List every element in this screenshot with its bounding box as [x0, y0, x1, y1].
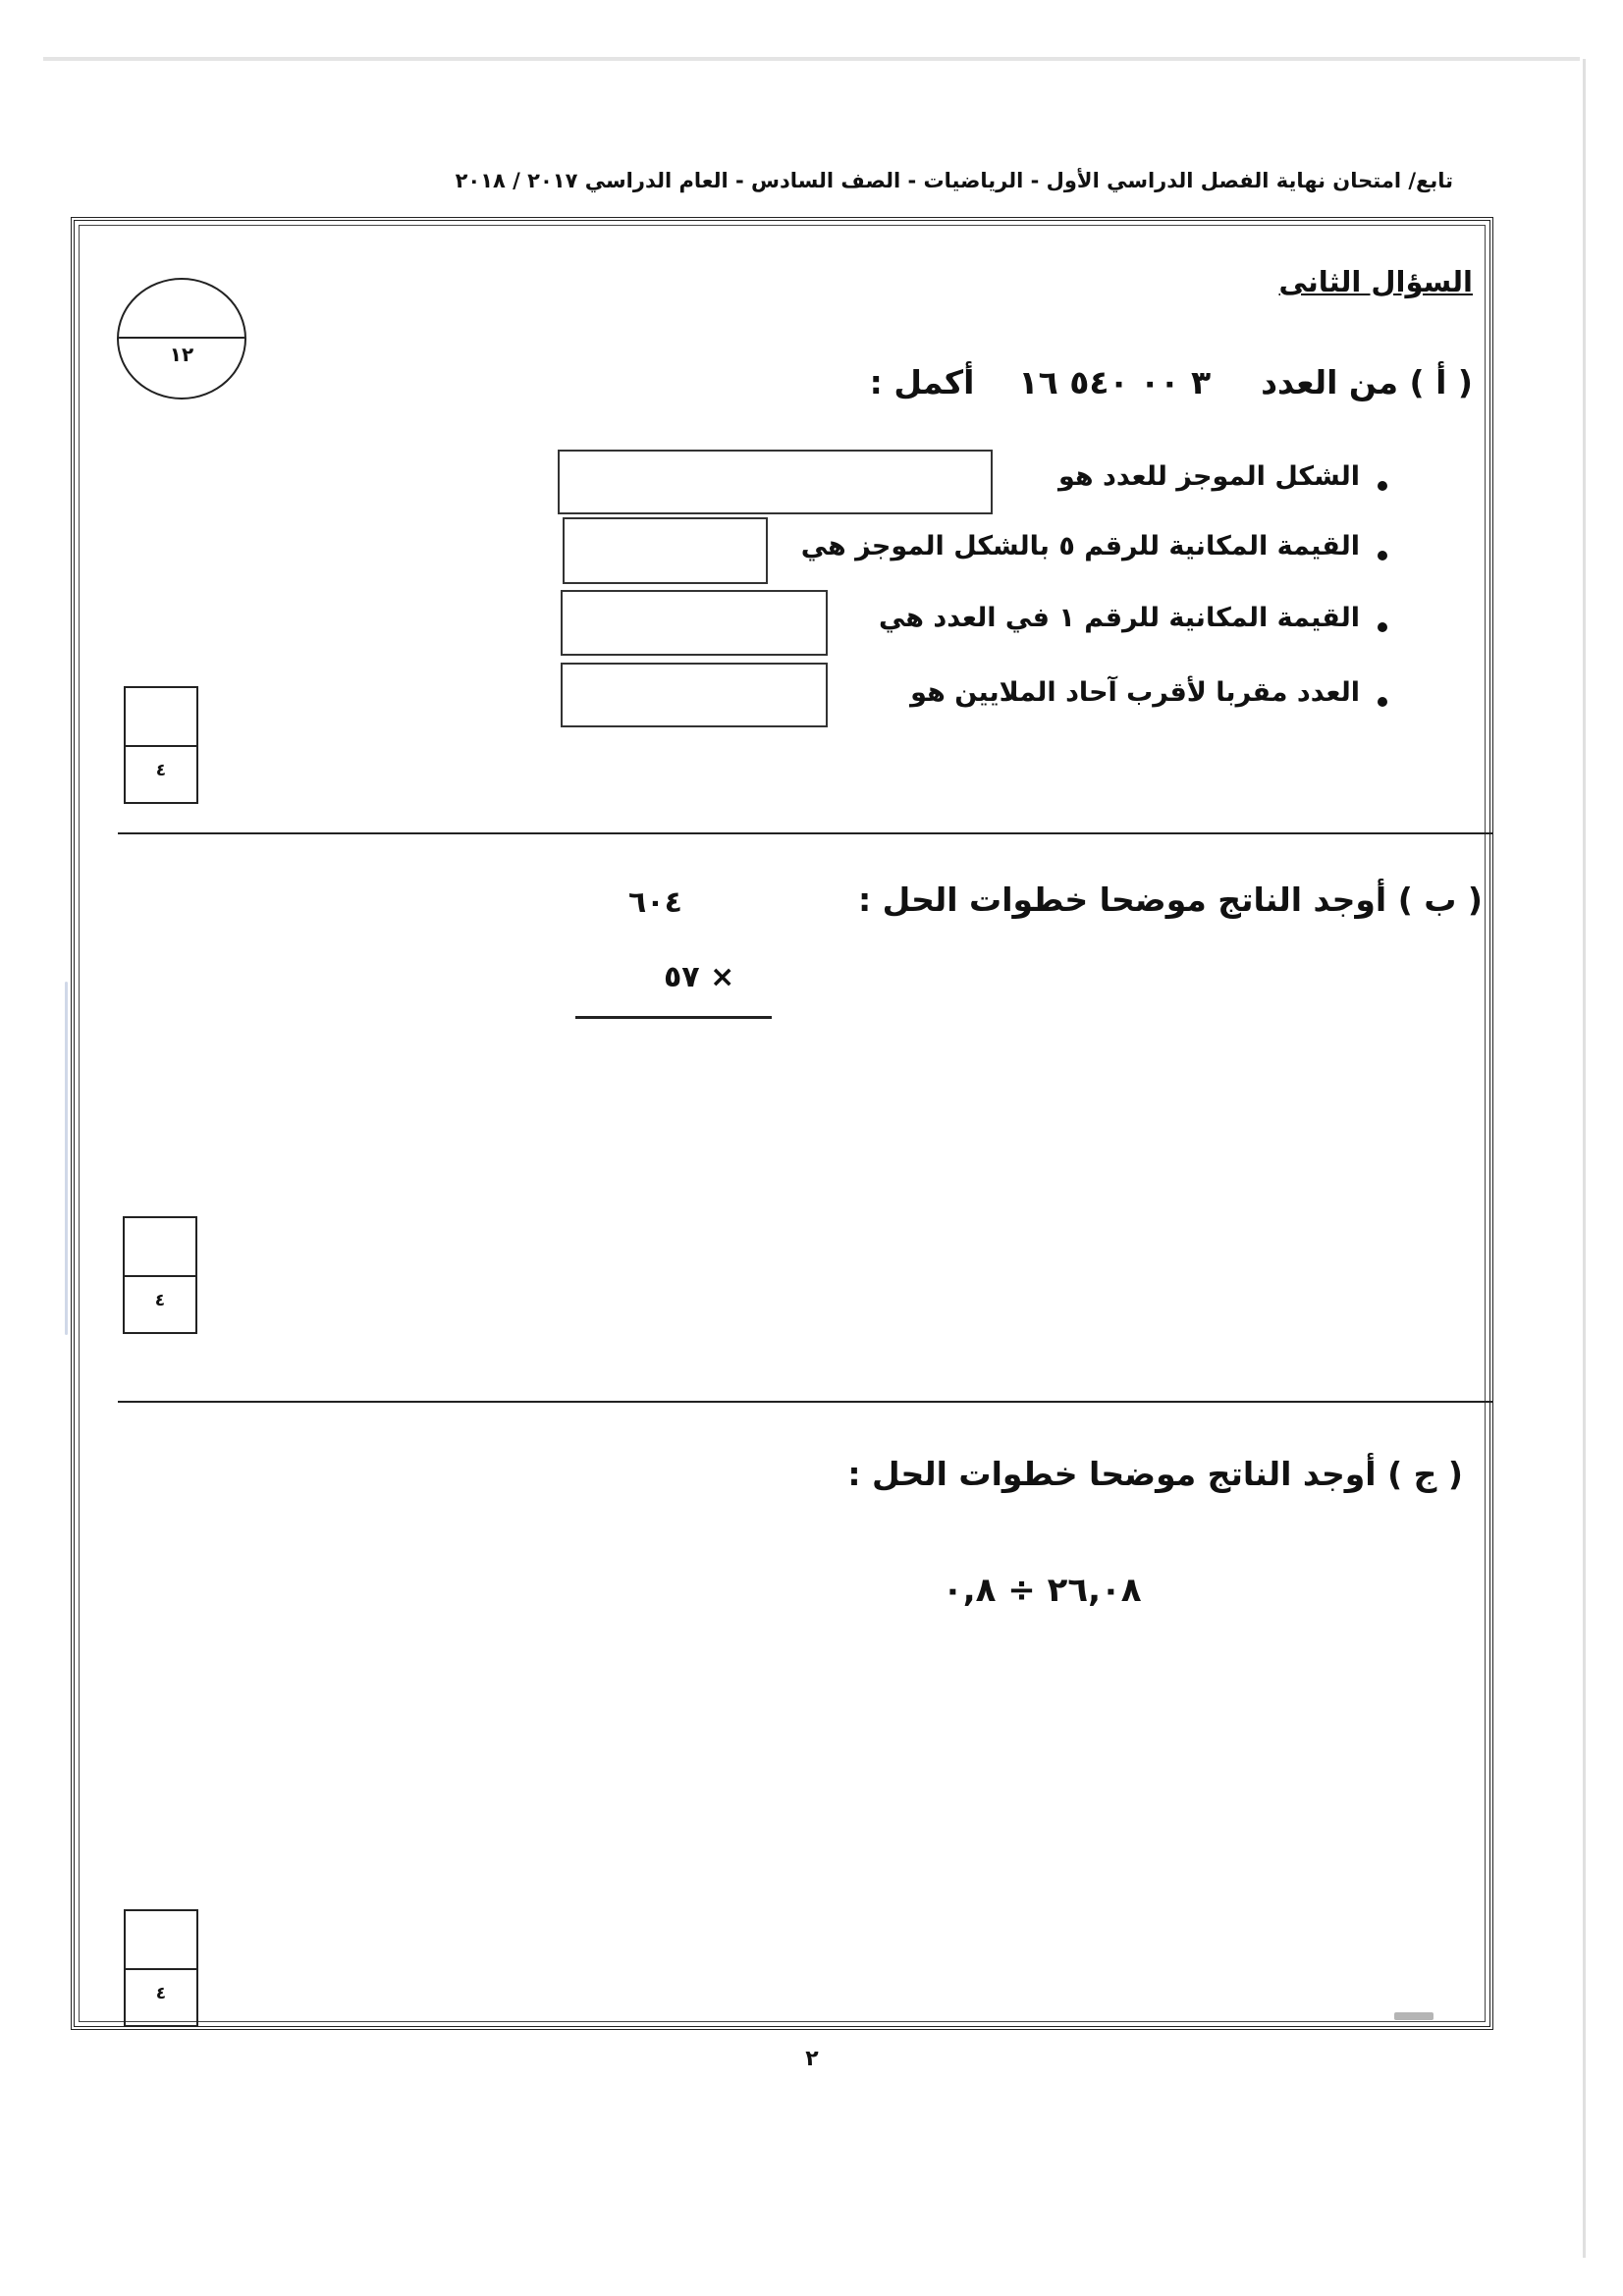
part-b-mark: ٤: [154, 1291, 166, 1310]
part-a-suffix: أكمل :: [869, 363, 975, 401]
part-b-mark-box: [123, 1216, 197, 1334]
part-c-mark: ٤: [155, 1984, 167, 2003]
page-number: ٢: [805, 2047, 819, 2071]
section-divider-a-b: [118, 832, 1492, 834]
scan-right-rule: [1583, 59, 1586, 2258]
bullet-dot: [1378, 481, 1387, 491]
part-a-item-4: العدد مقربا لأقرب آحاد الملايين هو: [910, 677, 1360, 708]
scan-speck: [65, 982, 68, 1335]
multiplier: × ٥٧: [664, 960, 735, 994]
answer-box-2[interactable]: [563, 517, 768, 584]
score-circle-divider: [119, 337, 244, 339]
part-a-item-1: الشكل الموجز للعدد هو: [1057, 461, 1360, 492]
answer-box-3[interactable]: [561, 590, 828, 656]
part-a-prefix: ( أ ) من العدد: [1261, 363, 1473, 401]
part-b-title: ( ب ) أوجد الناتج موضحا خطوات الحل :: [857, 881, 1483, 919]
bullet-dot: [1378, 697, 1387, 707]
mark-box-divider: [126, 745, 196, 747]
part-c-title: ( ج ) أوجد الناتج موضحا خطوات الحل :: [847, 1455, 1463, 1493]
bullet-dot: [1378, 551, 1387, 561]
answer-box-1[interactable]: [558, 450, 993, 514]
scan-speck: [1394, 2012, 1434, 2020]
part-a-mark-box: [124, 686, 198, 804]
part-c-mark-box: [124, 1909, 198, 2027]
multiplication-line: [575, 1016, 772, 1019]
total-score-circle: [117, 278, 246, 400]
question-title: السؤال الثانى: [1278, 265, 1473, 298]
mark-box-divider: [126, 1968, 196, 1970]
bullet-dot: [1378, 622, 1387, 632]
exam-header: تابع/ امتحان نهاية الفصل الدراسي الأول - الرياضيات - الصف السادس - العام الدراسي ٢٠١٧ / ٢٠١٨: [455, 169, 1453, 192]
scan-top-rule: [43, 57, 1580, 61]
part-a-number: ٣ ٠٠ ٥٤٠ ١٦: [1018, 363, 1212, 401]
part-a-item-3: القيمة المكانية للرقم ١ في العدد هي: [878, 603, 1360, 633]
division-expression: ٢٦,٠٨ ÷ ٠,٨: [943, 1571, 1142, 1610]
part-a-item-2: القيمة المكانية للرقم ٥ بالشكل الموجز هي: [800, 531, 1360, 561]
part-a-title: [844, 363, 1473, 401]
part-a-mark: ٤: [155, 761, 167, 780]
section-divider-b-c: [118, 1401, 1492, 1403]
answer-box-4[interactable]: [561, 663, 828, 727]
total-score-value: ١٢: [169, 343, 194, 366]
mark-box-divider: [125, 1275, 195, 1277]
multiplicand: ٦٠٤: [628, 885, 682, 920]
